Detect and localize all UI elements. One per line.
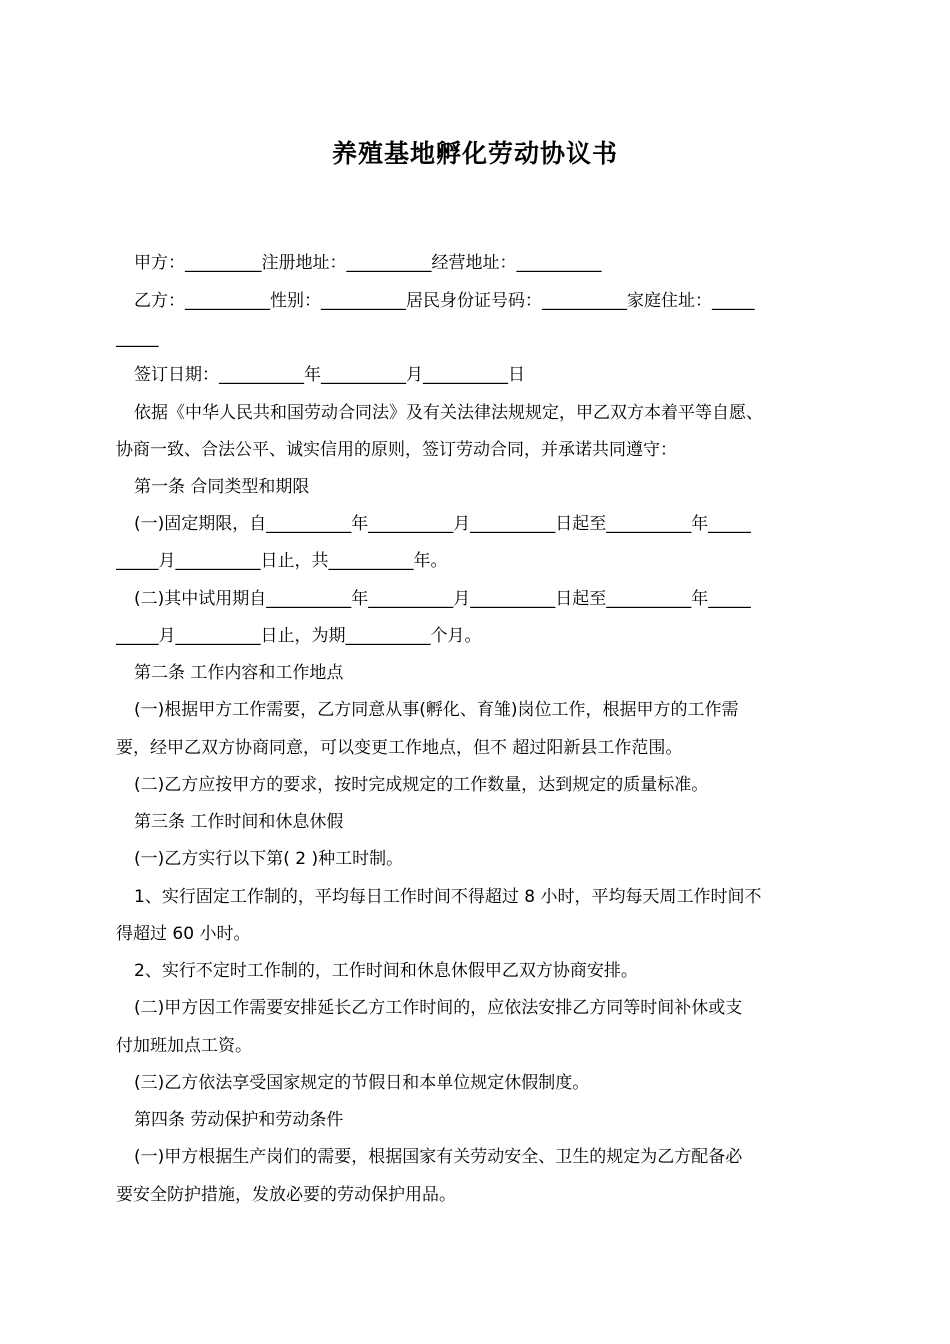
article-1-clause-1: (一)固定期限，自__________年__________月__________日起至__________年_____ [134,514,751,534]
article-3-clause-2: (二)甲方因工作需要安排延长乙方工作时间的，应依法安排乙方同等时间补休或支 [134,998,743,1018]
article-4-heading: 第四条 劳动保护和劳动条件 [134,1110,344,1130]
article-1-clause-2: (二)其中试用期自__________年__________月__________日起至__________年_____ [134,589,751,609]
article-3-item-1-continued: 得超过 60 小时。 [116,924,251,944]
party-b-line-continued: _____ [116,328,159,348]
preamble-line-continued: 协商一致、合法公平、诚实信用的原则，签订劳动合同，并承诺共同遵守： [116,440,677,460]
preamble-line: 依据《中华人民共和国劳动合同法》及有关法律法规规定，甲乙双方本着平等自愿、 [134,403,763,423]
article-3-clause-3: (三)乙方依法享受国家规定的节假日和本单位规定休假制度。 [134,1073,590,1093]
signing-date-line: 签订日期：__________年__________月__________日 [134,365,525,385]
article-3-clause-1: (一)乙方实行以下第( 2 )种工时制。 [134,849,404,869]
article-2-clause-2: (二)乙方应按甲方的要求，按时完成规定的工作数量，达到规定的质量标准。 [134,775,709,795]
article-2-clause-1: (一)根据甲方工作需要，乙方同意从事(孵化、育雏)岗位工作，根据甲方的工作需 [134,700,739,720]
article-4-clause-1: (一)甲方根据生产岗们的需要，根据国家有关劳动安全、卫生的规定为乙方配备必 [134,1147,743,1167]
article-3-item-1: 1、实行固定工作制的，平均每日工作时间不得超过 8 小时，平均每天周工作时间不 [134,887,762,907]
article-1-clause-1-continued: _____月__________日止，共__________年。 [116,551,448,571]
article-3-clause-2-continued: 付加班加点工资。 [116,1036,252,1056]
article-1-heading: 第一条 合同类型和期限 [134,477,310,497]
article-2-heading: 第二条 工作内容和工作地点 [134,663,344,683]
party-a-line: 甲方：_________注册地址：__________经营地址：__________ [134,253,602,273]
article-3-item-2: 2、实行不定时工作制的，工作时间和休息休假甲乙双方协商安排。 [134,961,638,981]
article-4-clause-1-continued: 要安全防护措施，发放必要的劳动保护用品。 [116,1185,456,1205]
article-2-clause-1-continued: 要，经甲乙双方协商同意，可以变更工作地点，但不 超过阳新县工作范围。 [116,738,683,758]
document-title: 养殖基地孵化劳动协议书 [331,139,618,168]
party-b-line: 乙方：__________性别：__________居民身份证号码：__________家庭住址：_____ [134,291,755,311]
article-3-heading: 第三条 工作时间和休息休假 [134,812,344,832]
article-1-clause-2-continued: _____月__________日止，为期__________个月。 [116,626,482,646]
